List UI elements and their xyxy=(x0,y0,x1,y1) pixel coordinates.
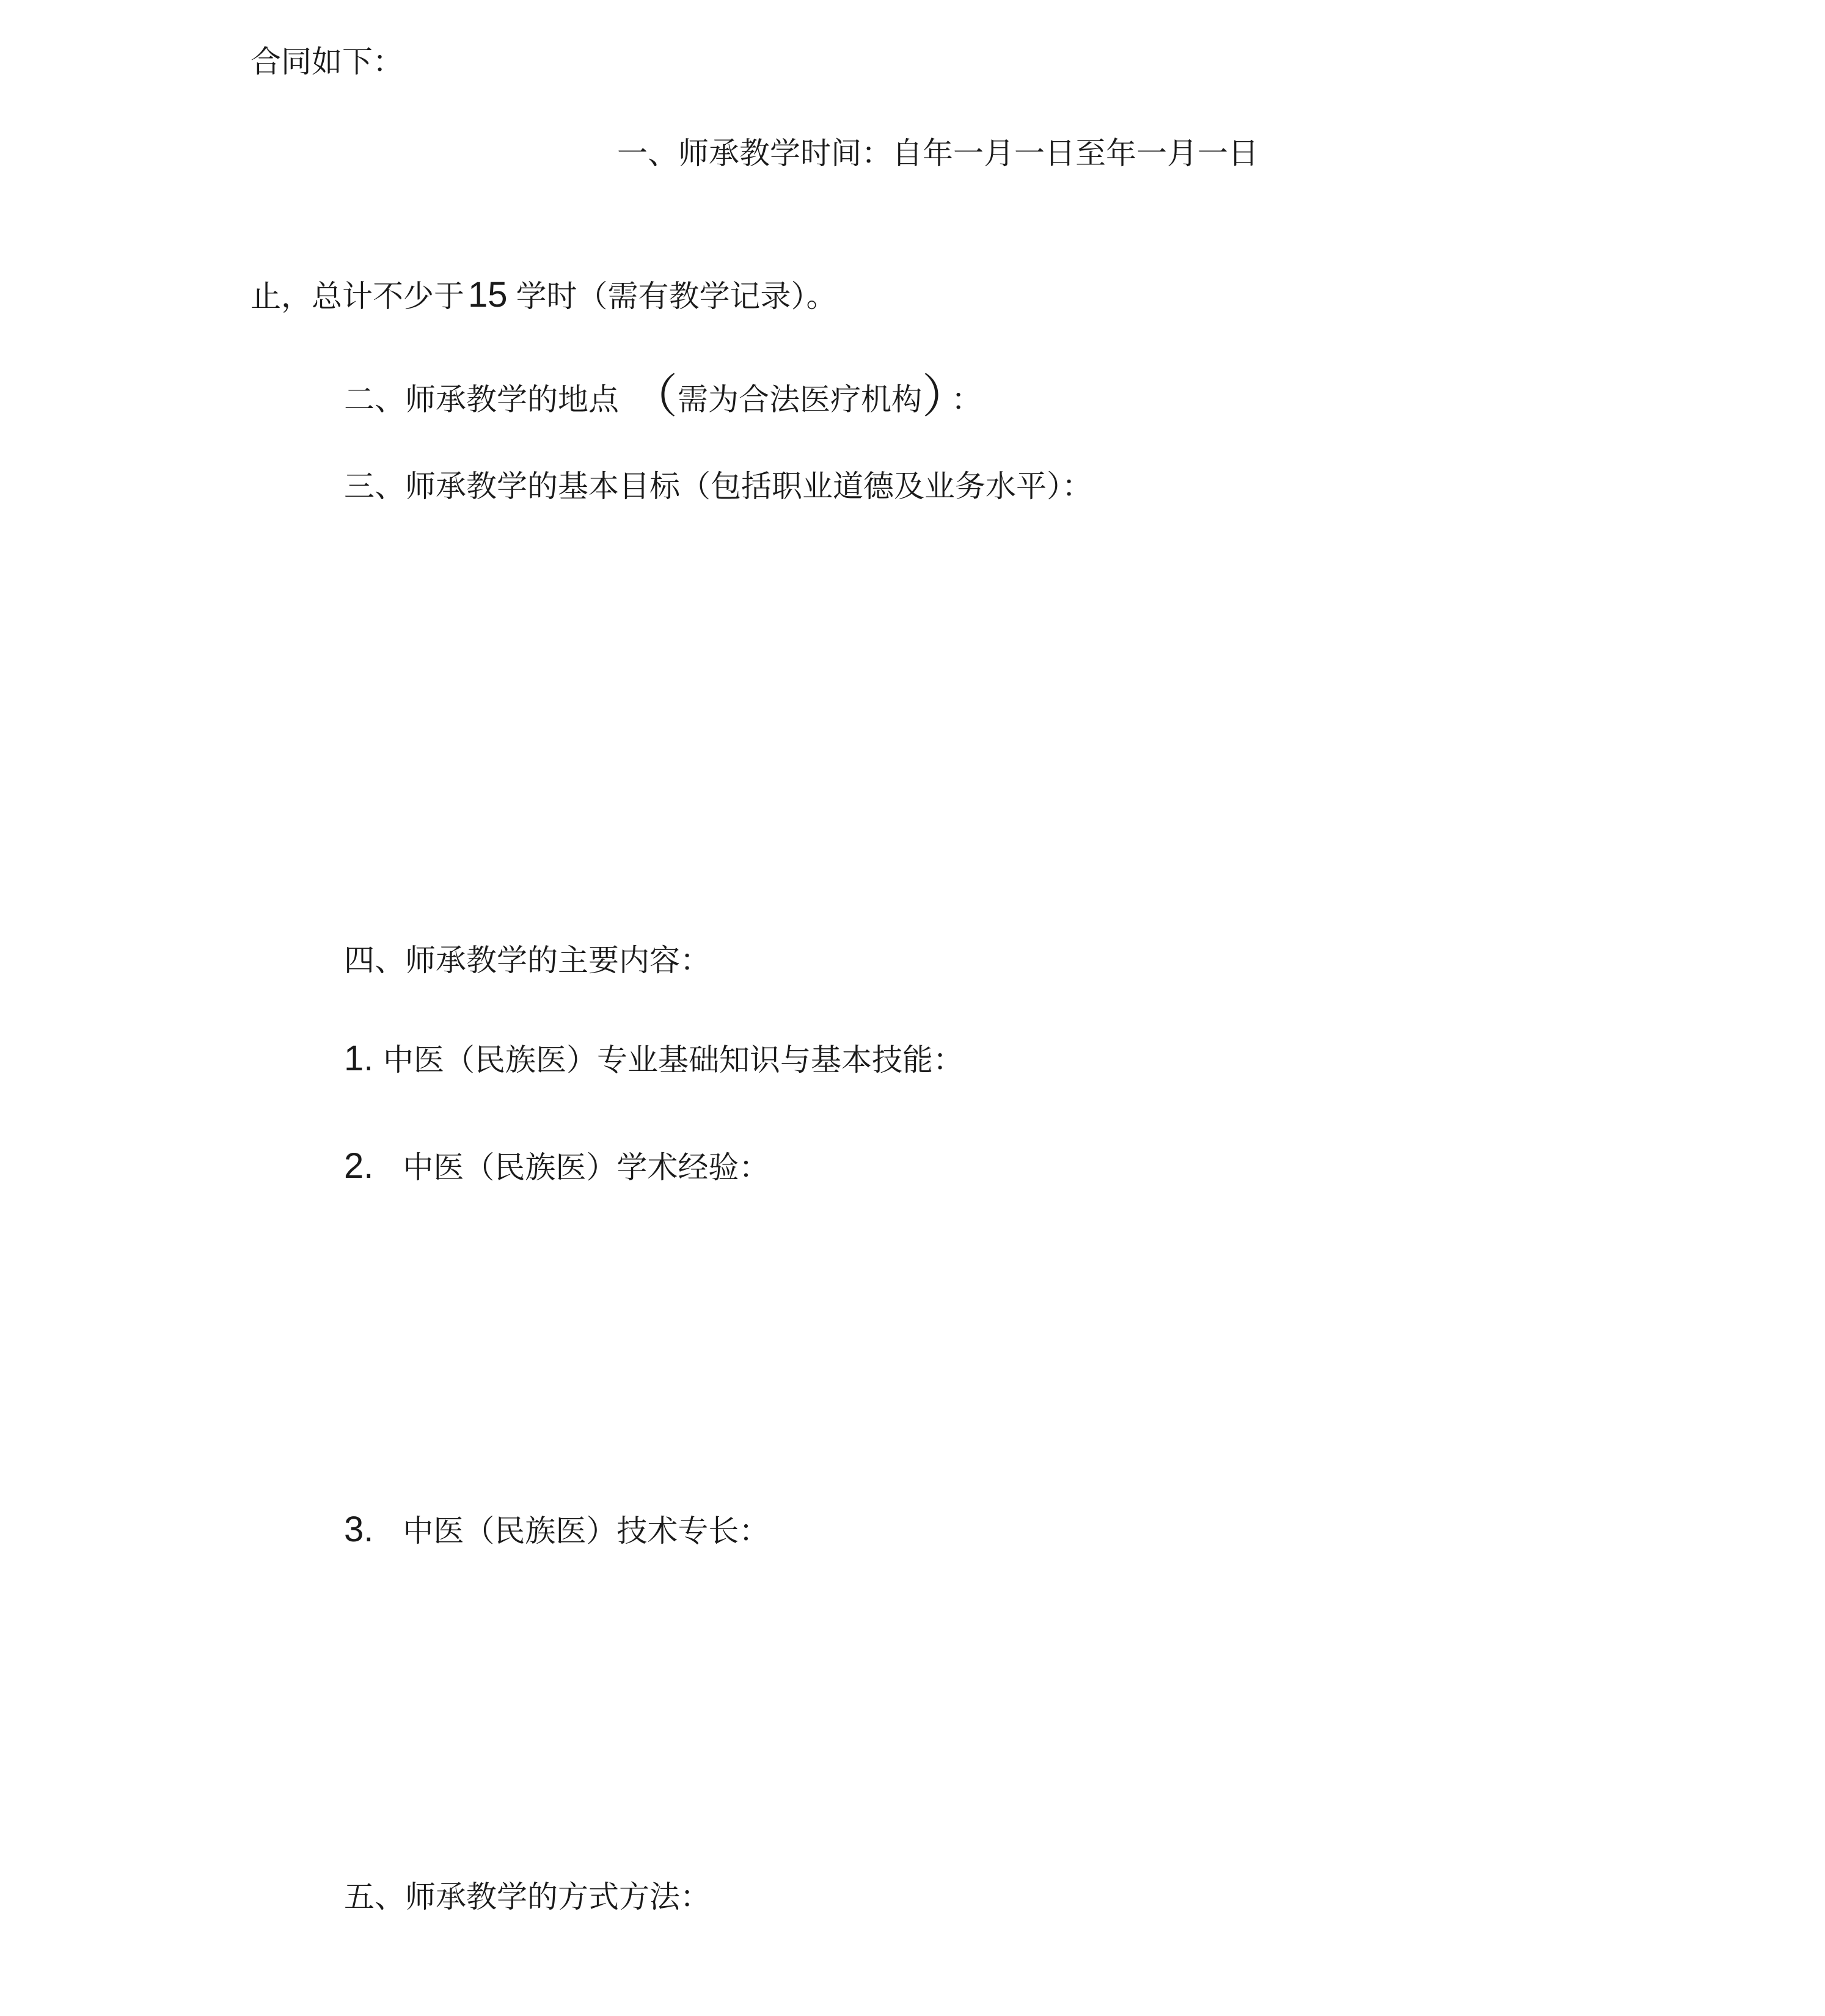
clause-2-colon: ： xyxy=(951,382,982,417)
clause-5-methods-text: 五、师承教学的方式方法： xyxy=(344,1879,711,1915)
intro-text: 合同如下： xyxy=(251,44,403,79)
clause-1-total-prefix: 止，总计不少于 xyxy=(251,279,464,314)
clause-2-open-paren: （ xyxy=(631,369,678,423)
item-3-text: 中医（民族医）技术专长： xyxy=(403,1513,770,1549)
clause-2-location-text: 二、师承教学的地点 xyxy=(344,382,619,417)
item-2-line xyxy=(344,1146,770,1186)
clause-1-line-1 xyxy=(617,138,1259,169)
clause-5-line xyxy=(344,1879,711,1915)
item-2-number: 2. xyxy=(344,1146,374,1186)
clause-2-line xyxy=(344,369,982,423)
item-1-text: . 中医（民族医）专业基础知识与基本技能： xyxy=(364,1042,964,1078)
item-3-line xyxy=(344,1512,769,1547)
clause-2-close-paren: ） xyxy=(922,369,945,423)
intro-line xyxy=(251,46,403,77)
clause-1-time-text: 一、师承教学时间：自年一月一日至年一月一日 xyxy=(617,136,1259,171)
clause-1-line-2 xyxy=(251,277,837,313)
clause-1-total-suffix: 学时（需有教学记录）。 xyxy=(516,279,837,314)
clause-3-line xyxy=(344,471,1092,502)
clause-1-hours-number: 15 xyxy=(468,275,508,315)
item-1-number: 1 xyxy=(344,1039,364,1078)
clause-2-paren-text: 需为合法医疗机构 xyxy=(678,382,922,417)
item-2-text: 中医（民族医）学术经验： xyxy=(403,1150,770,1185)
clause-4-line xyxy=(344,945,711,976)
clause-4-content-text: 四、师承教学的主要内容： xyxy=(344,943,711,978)
clause-3-goals-text: 三、师承教学的基本目标（包括职业道德及业务水平）： xyxy=(344,469,1092,504)
item-3-number: 3. xyxy=(344,1510,374,1549)
item-1-line xyxy=(344,1041,964,1076)
